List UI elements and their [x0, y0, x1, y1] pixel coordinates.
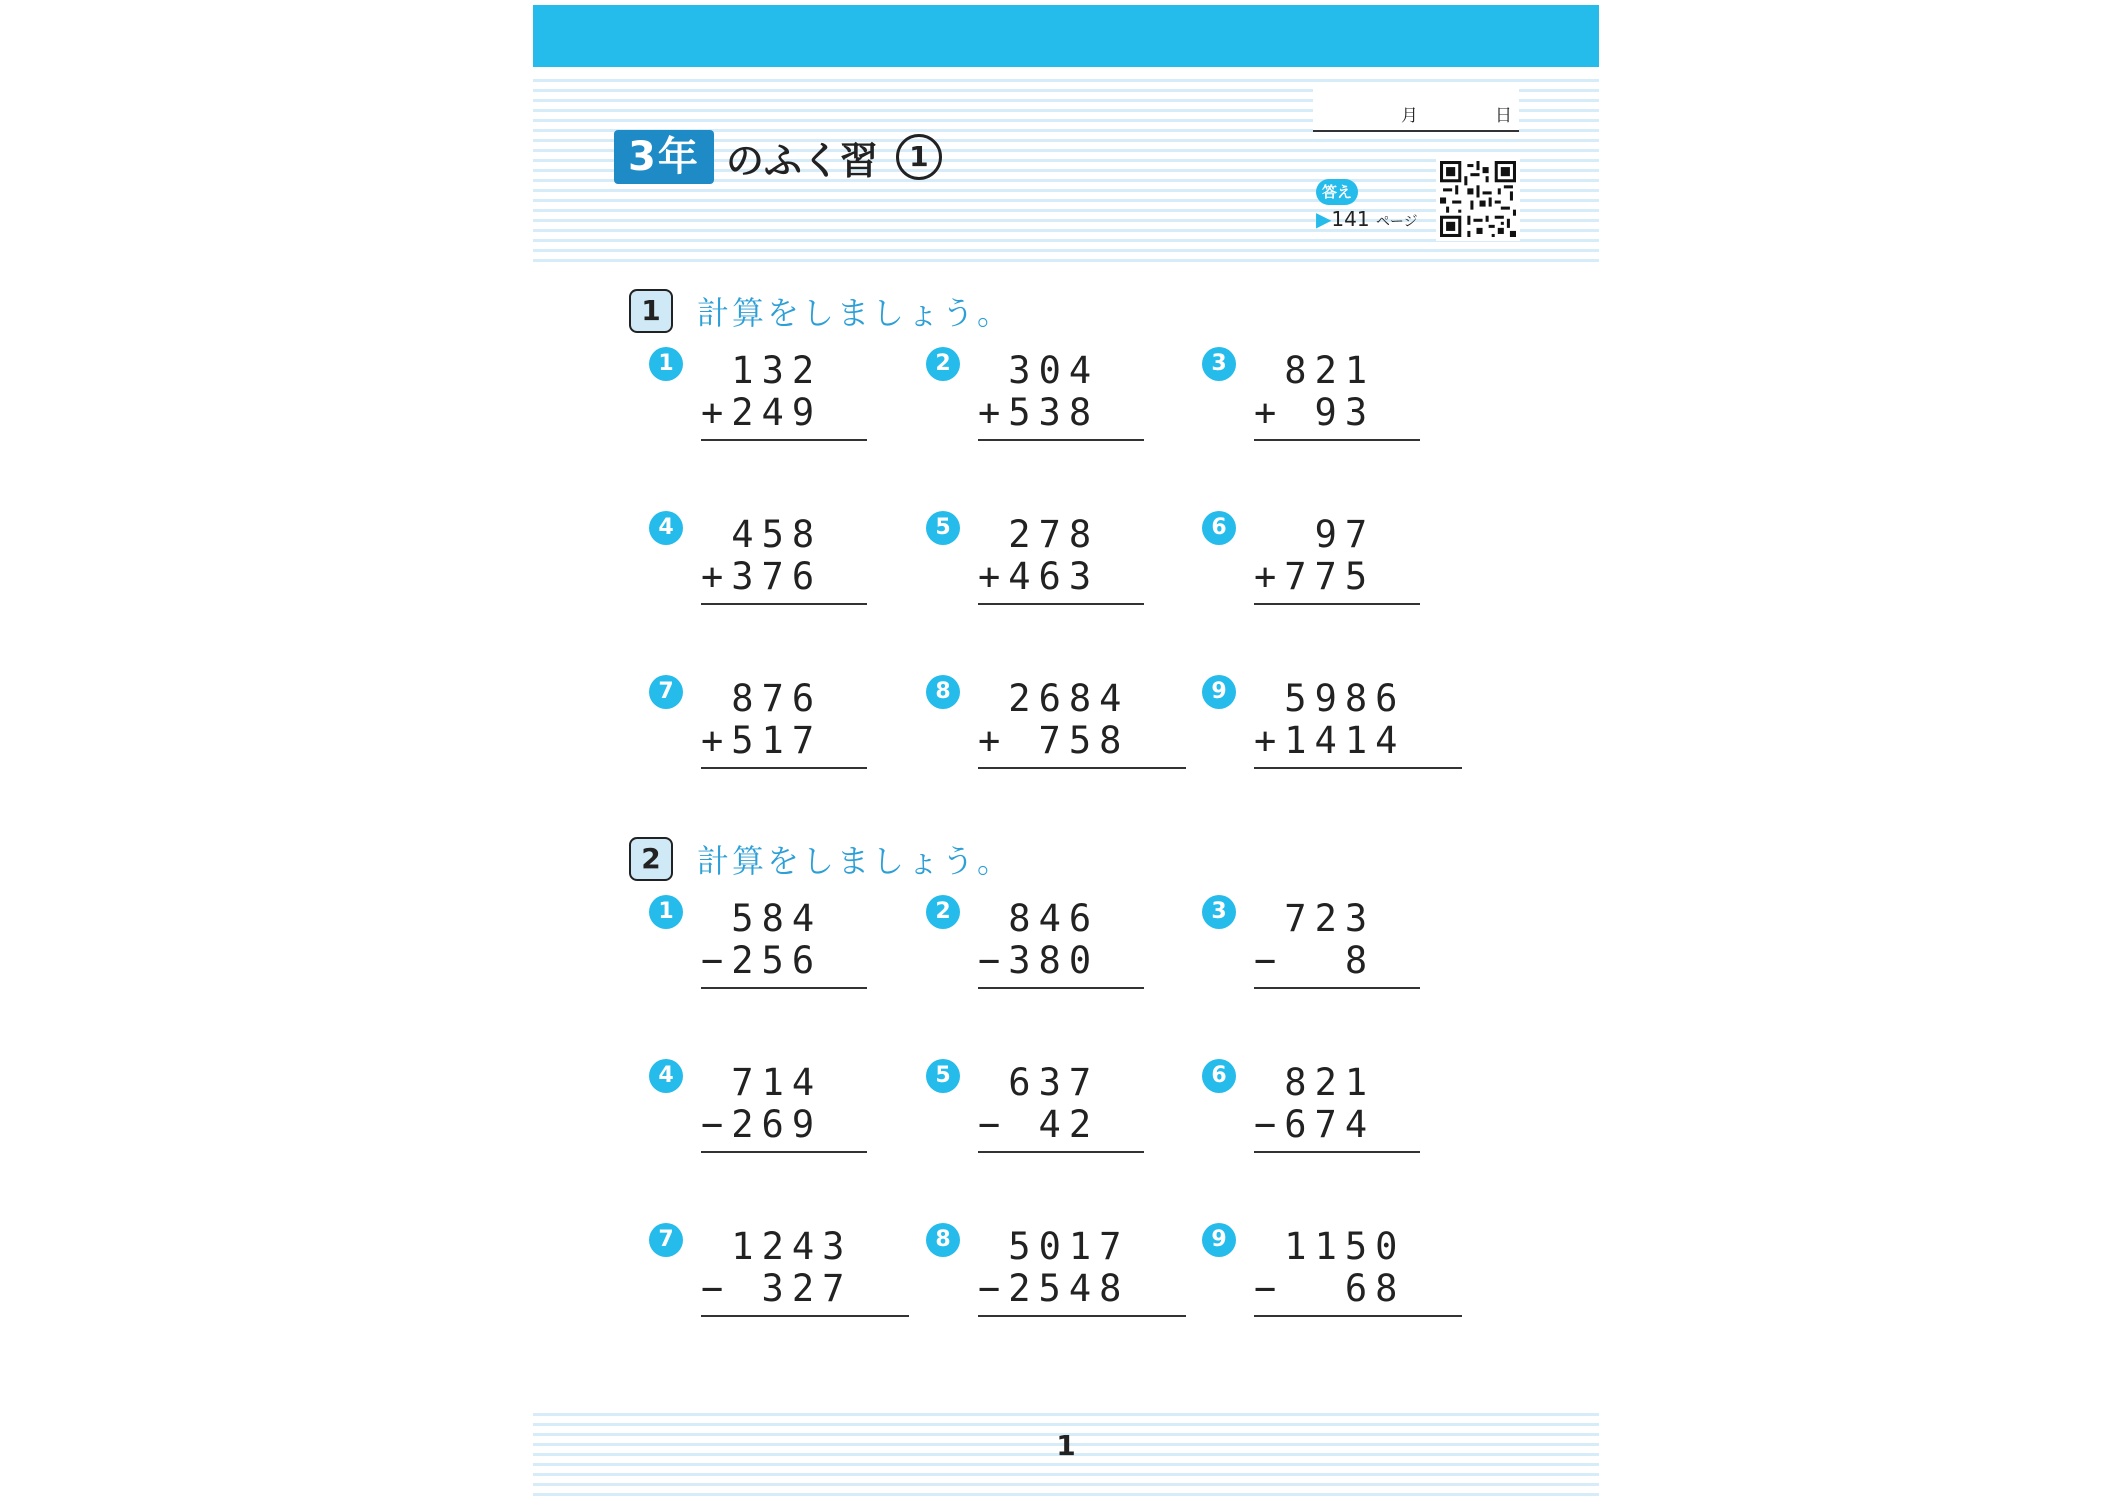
- problem-2-7: [649, 1223, 889, 1323]
- section-number: 1: [629, 289, 673, 333]
- problem-top-operand: 1243: [731, 1225, 853, 1268]
- month-label: 月: [1401, 106, 1418, 126]
- problem-1-2: [926, 347, 1166, 447]
- title-text: のふく習: [725, 138, 878, 183]
- answer-line[interactable]: [1254, 767, 1462, 769]
- problem-number-badge: 5: [926, 1059, 960, 1093]
- problem-top-operand: 821: [1284, 349, 1376, 392]
- problem-bottom-operand: −380: [978, 939, 1100, 982]
- problem-top-operand: 637: [1008, 1061, 1100, 1104]
- problem-top-operand: 584: [731, 897, 823, 940]
- answer-line[interactable]: [701, 987, 867, 989]
- page-title: [614, 127, 942, 187]
- answer-line[interactable]: [1254, 603, 1420, 605]
- problem-top-operand: 278: [1008, 513, 1100, 556]
- answer-line[interactable]: [701, 439, 867, 441]
- problem-top-operand: 2684: [1008, 677, 1130, 720]
- problem-1-8: [926, 675, 1166, 775]
- problem-2-6: [1202, 1059, 1442, 1159]
- problem-number-badge: 1: [649, 347, 683, 381]
- answer-badge: 答え: [1316, 179, 1358, 205]
- answer-line[interactable]: [978, 1315, 1186, 1317]
- problem-2-5: [926, 1059, 1166, 1159]
- problem-top-operand: 5017: [1008, 1225, 1130, 1268]
- problem-top-operand: 5986: [1284, 677, 1406, 720]
- top-color-bar: [533, 5, 1599, 67]
- problem-number-badge: 4: [649, 1059, 683, 1093]
- problem-bottom-operand: − 42: [978, 1103, 1100, 1146]
- problem-2-9: [1202, 1223, 1442, 1323]
- answer-page-ref: [1316, 207, 1418, 231]
- problem-1-9: [1202, 675, 1442, 775]
- answer-line[interactable]: [978, 987, 1144, 989]
- answer-line[interactable]: [701, 603, 867, 605]
- problem-top-operand: 132: [731, 349, 823, 392]
- problem-number-badge: 1: [649, 895, 683, 929]
- answer-line[interactable]: [1254, 439, 1420, 441]
- problem-number-badge: 6: [1202, 511, 1236, 545]
- page-number: 1: [1056, 1429, 1076, 1462]
- section-instruction: 計算をしましょう。: [697, 294, 1013, 332]
- problem-1-6: [1202, 511, 1442, 611]
- problem-top-operand: 97: [1314, 513, 1376, 556]
- problem-number-badge: 2: [926, 895, 960, 929]
- section-1-header: [629, 287, 1012, 335]
- triangle-icon: ▶: [1316, 207, 1332, 231]
- problem-bottom-operand: +249: [701, 391, 823, 434]
- problem-2-4: [649, 1059, 889, 1159]
- problem-bottom-operand: +775: [1254, 555, 1376, 598]
- problem-top-operand: 723: [1284, 897, 1376, 940]
- problem-bottom-operand: − 327: [701, 1267, 853, 1310]
- problem-bottom-operand: +517: [701, 719, 823, 762]
- problem-top-operand: 304: [1008, 349, 1100, 392]
- section-instruction: 計算をしましょう。: [697, 842, 1013, 880]
- answer-page-number: 141: [1331, 207, 1370, 231]
- answer-line[interactable]: [1254, 1315, 1462, 1317]
- section-2-header: [629, 835, 1012, 883]
- problem-bottom-operand: +376: [701, 555, 823, 598]
- problem-bottom-operand: −256: [701, 939, 823, 982]
- problem-number-badge: 8: [926, 675, 960, 709]
- problem-number-badge: 6: [1202, 1059, 1236, 1093]
- problem-1-7: [649, 675, 889, 775]
- date-field[interactable]: [1313, 85, 1519, 132]
- problem-bottom-operand: − 8: [1254, 939, 1376, 982]
- problem-number-badge: 8: [926, 1223, 960, 1257]
- title-number: 1: [896, 134, 942, 180]
- problem-number-badge: 2: [926, 347, 960, 381]
- problem-2-2: [926, 895, 1166, 995]
- section-number: 2: [629, 837, 673, 881]
- problem-bottom-operand: −269: [701, 1103, 823, 1146]
- problem-number-badge: 3: [1202, 347, 1236, 381]
- problem-bottom-operand: +538: [978, 391, 1100, 434]
- problem-number-badge: 9: [1202, 1223, 1236, 1257]
- problem-top-operand: 876: [731, 677, 823, 720]
- answer-line[interactable]: [1254, 1151, 1420, 1153]
- answer-line[interactable]: [978, 1151, 1144, 1153]
- problem-1-1: [649, 347, 889, 447]
- problem-top-operand: 458: [731, 513, 823, 556]
- problem-bottom-operand: −2548: [978, 1267, 1130, 1310]
- day-label: 日: [1495, 106, 1512, 126]
- problem-number-badge: 5: [926, 511, 960, 545]
- answer-line[interactable]: [978, 439, 1144, 441]
- problem-top-operand: 821: [1284, 1061, 1376, 1104]
- problem-number-badge: 7: [649, 675, 683, 709]
- problem-bottom-operand: − 68: [1254, 1267, 1406, 1310]
- problem-top-operand: 846: [1008, 897, 1100, 940]
- problem-bottom-operand: −674: [1254, 1103, 1376, 1146]
- answer-line[interactable]: [701, 767, 867, 769]
- answer-line[interactable]: [701, 1315, 909, 1317]
- problem-2-1: [649, 895, 889, 995]
- answer-line[interactable]: [1254, 987, 1420, 989]
- problem-1-5: [926, 511, 1166, 611]
- answer-line[interactable]: [978, 767, 1186, 769]
- problem-number-badge: 9: [1202, 675, 1236, 709]
- problem-bottom-operand: + 758: [978, 719, 1130, 762]
- qr-code-icon[interactable]: [1436, 157, 1520, 241]
- answer-line[interactable]: [701, 1151, 867, 1153]
- problem-bottom-operand: +1414: [1254, 719, 1406, 762]
- problem-bottom-operand: +463: [978, 555, 1100, 598]
- problem-bottom-operand: + 93: [1254, 391, 1376, 434]
- problem-1-3: [1202, 347, 1442, 447]
- worksheet-page: [533, 5, 1599, 1500]
- answer-line[interactable]: [978, 603, 1144, 605]
- problem-top-operand: 714: [731, 1061, 823, 1104]
- problem-1-4: [649, 511, 889, 611]
- problem-number-badge: 4: [649, 511, 683, 545]
- problem-number-badge: 7: [649, 1223, 683, 1257]
- problem-2-3: [1202, 895, 1442, 995]
- problem-top-operand: 1150: [1284, 1225, 1406, 1268]
- problem-2-8: [926, 1223, 1166, 1323]
- grade-badge: 3年: [614, 130, 714, 184]
- problem-number-badge: 3: [1202, 895, 1236, 929]
- answer-page-unit: ページ: [1375, 214, 1418, 230]
